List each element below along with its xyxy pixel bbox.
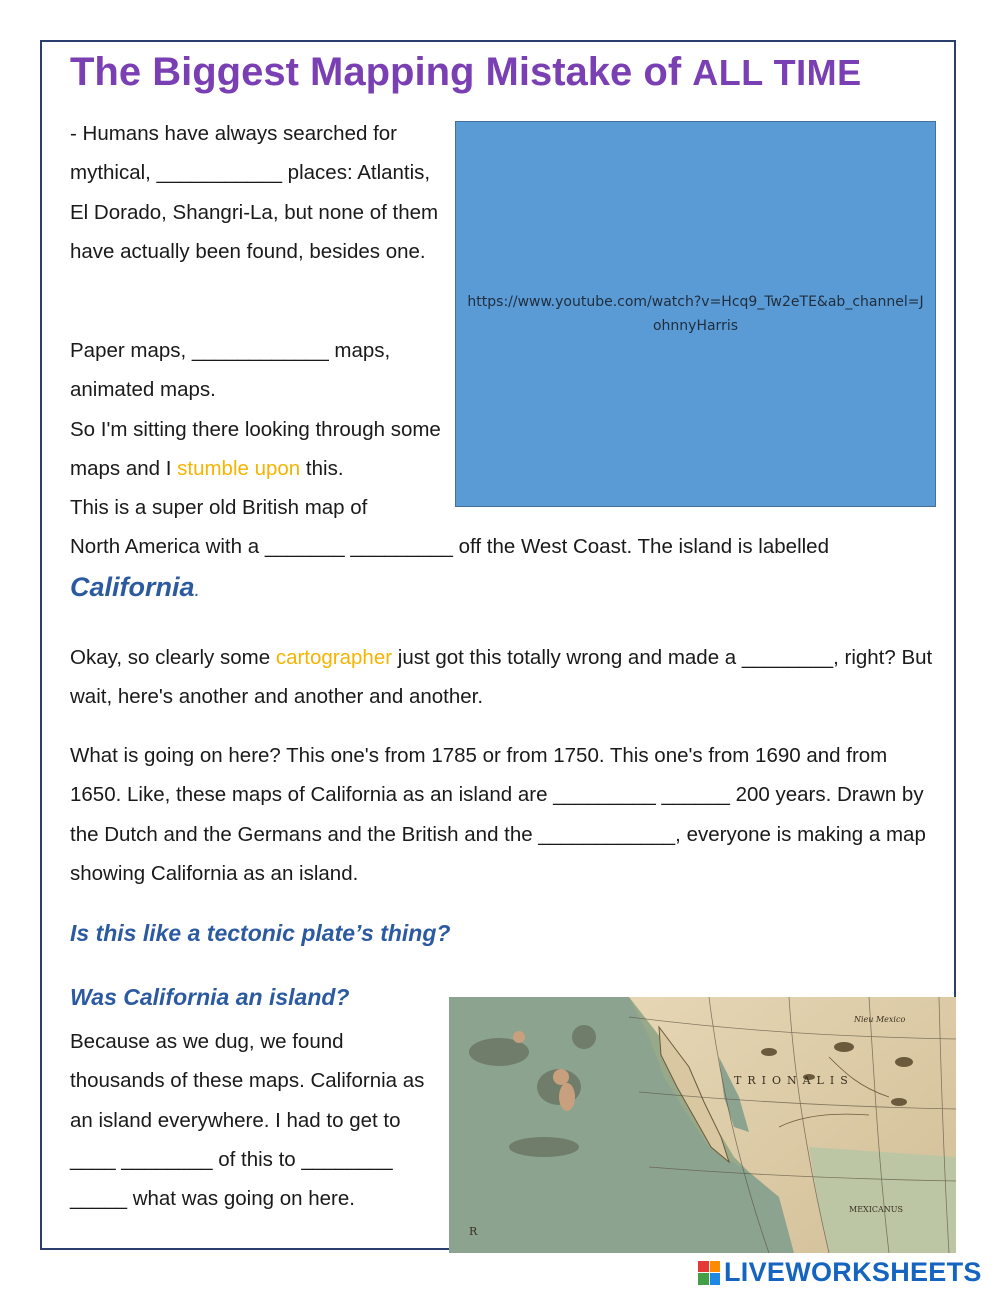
british-map-text: This is a super old British map of <box>70 496 368 520</box>
video-url[interactable]: https://www.youtube.com/watch?v=Hcq9_Tw2eTE&ab_channel=JohnnyHarris <box>467 294 924 334</box>
california-period: . <box>194 579 201 601</box>
cartographer-paragraph <box>70 638 940 717</box>
liveworksheets-icon <box>698 1261 720 1285</box>
map-label-trionalis: TRIONALIS <box>734 1074 854 1087</box>
okay-text: Okay, so clearly some <box>70 646 276 669</box>
california-word: California <box>70 572 195 602</box>
map-label-mexicanus: MEXICANUS <box>849 1205 904 1214</box>
north-america-line: North America with a _______ _________ off the West Coast. The island is labelled <box>70 535 829 558</box>
wrong-text: just got this totally wrong and made a ________, right? But wait, here's another and another and another. <box>70 646 933 709</box>
question-island: Was California an island? <box>70 984 350 1010</box>
maps-sentence: Paper maps, ____________ maps, animated maps. <box>70 339 391 402</box>
map-label-r: R <box>469 1225 478 1238</box>
california-heading <box>70 572 200 603</box>
question-tectonic: Is this like a tectonic plate’s thing? <box>70 920 451 946</box>
title-main: The Biggest Mapping Mistake of <box>70 50 693 94</box>
old-map-image <box>449 997 956 1253</box>
this-text: this. <box>300 456 344 480</box>
title-emphasis: ALL TIME <box>692 52 862 93</box>
video-link-box[interactable] <box>455 121 936 507</box>
brand-name: LIVEWORKSHEETS <box>724 1257 982 1287</box>
vocab-stumble-upon: stumble upon <box>177 456 301 480</box>
map-illustration <box>449 997 956 1253</box>
page-title <box>70 50 862 95</box>
sitting-text: So I'm sitting there looking through some maps and I <box>70 417 441 480</box>
map-label-nieu-mexico: Nieu Mexico <box>854 1015 906 1024</box>
intro-paragraph: - Humans have always searched for mythical, ___________ places: Atlantis, El Dorado, Shangri-La, but none of them have actually been found, besides one. <box>70 122 439 263</box>
history-paragraph: What is going on here? This one's from 1785 or from 1750. This one's from 1690 and from 1650. Like, these maps of California as an island are _________ ______ 200 years. Drawn by the Dutch and the Germans and the British and the ____________, everyone is making a map showing California as an island. <box>70 744 926 885</box>
dig-paragraph: Because as we dug, we found thousands of these maps. California as an island everywhere. I had to get to ____ ________ of this to ________ _____ what was going on here. <box>70 1030 425 1211</box>
liveworksheets-logo[interactable] <box>698 1257 982 1288</box>
intro-paragraph-2 <box>70 331 445 527</box>
vocab-cartographer: cartographer <box>275 646 393 669</box>
